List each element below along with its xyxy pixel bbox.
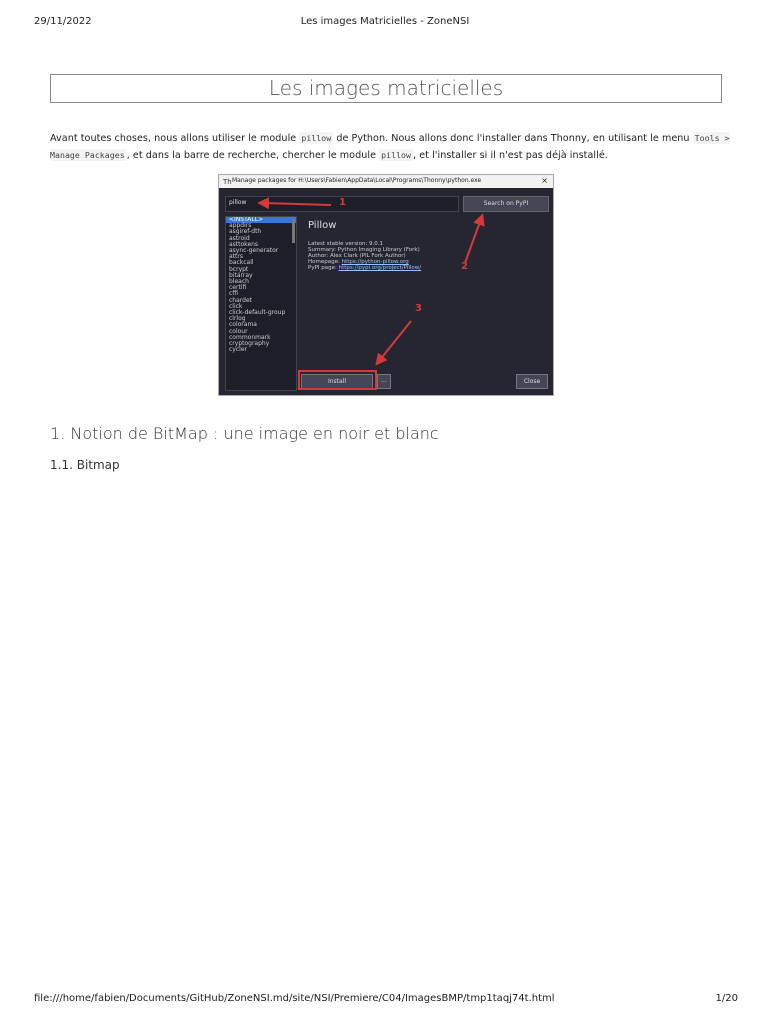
info-version: Latest stable version: 9.0.1 <box>308 241 384 247</box>
print-date: 29/11/2022 <box>34 16 92 27</box>
package-list-item: colorama <box>229 321 257 329</box>
page-number: 1/20 <box>715 993 738 1004</box>
info-summary: Summary: Python Imaging Library (Fork) <box>308 247 420 253</box>
package-list-item: bitarray <box>229 271 253 279</box>
package-list-item: bcrypt <box>229 265 249 273</box>
package-list-item: cffi <box>229 290 239 298</box>
package-list-item: cycler <box>229 346 247 354</box>
section-heading-1: 1. Notion de BitMap : une image en noir et blanc <box>50 424 439 443</box>
package-list-item: asttokens <box>229 240 259 248</box>
install-button: Install <box>301 374 373 389</box>
info-author: Author: Alex Clark (PIL Fork Author) <box>308 253 406 259</box>
homepage-label: Homepage: <box>308 259 342 265</box>
package-list-item: backcall <box>229 259 254 267</box>
package-list-item: bleach <box>229 278 249 286</box>
package-list-item: async-generator <box>229 247 279 255</box>
code-menu-path: Tools > Manage Packages <box>50 133 730 160</box>
package-list-item: click <box>229 302 243 310</box>
more-options-button: ... <box>377 374 391 389</box>
intro-text-4: , et l'installer si il n'est pas déjà installé. <box>413 150 608 161</box>
arrow-1 <box>263 203 331 205</box>
package-list-item: <INSTALL> <box>226 217 296 223</box>
pypi-link: https://pypi.org/project/Pillow/ <box>338 265 422 271</box>
section-heading-1-1: 1.1. Bitmap <box>50 458 120 472</box>
package-list-item: appdirs <box>229 222 252 230</box>
intro-text-2: de Python. Nous allons donc l'installer dans Thonny, en utilisant le menu <box>333 133 693 144</box>
intro-text-1: Avant toutes choses, nous allons utiliser le module <box>50 133 300 144</box>
page-title: Les images matricielles <box>50 74 722 103</box>
search-value: pillow <box>229 199 247 206</box>
annotation-arrows <box>219 175 554 396</box>
intro-paragraph <box>50 130 740 164</box>
homepage-link: https://python-pillow.org <box>341 259 409 265</box>
package-list-item: click-default-group <box>229 309 286 317</box>
package-list-item: chardet <box>229 296 252 304</box>
print-footer-path: file:///home/fabien/Documents/GitHub/ZoneNSI.md/site/NSI/Premiere/C04/ImagesBMP/tmp1taqj74t.html <box>34 993 555 1004</box>
package-list-item: cryptography <box>229 340 270 348</box>
package-list-item: colour <box>229 327 248 335</box>
package-title: Pillow <box>308 220 337 231</box>
pypi-label: PyPI page: <box>308 265 339 271</box>
package-list-item: commonmark <box>229 333 271 341</box>
code-pillow: pillow <box>301 133 332 143</box>
thonny-manage-packages-screenshot <box>218 174 554 396</box>
package-list-item: certifi <box>229 284 247 292</box>
annotation-1: 1 <box>339 197 346 208</box>
dialog-title: Manage packages for H:\Users\Fabien\AppData\Local\Programs\Thonny\python.exe <box>232 177 482 184</box>
annotation-3: 3 <box>415 303 422 314</box>
print-header-title: Les images Matricielles - ZoneNSI <box>300 16 470 27</box>
package-list-item: astroid <box>229 234 250 242</box>
arrow-3 <box>379 321 411 361</box>
thonny-app-icon: Th <box>223 178 232 186</box>
code-pillow-2: pillow <box>381 150 412 160</box>
arrow-2 <box>465 219 481 263</box>
search-pypi-button: Search on PyPI <box>463 196 549 212</box>
intro-text-3: , et dans la barre de recherche, chercher le module <box>126 150 380 161</box>
package-list-item: asgiref-dth <box>229 228 262 236</box>
close-icon: × <box>541 176 548 185</box>
close-button: Close <box>516 374 548 389</box>
annotation-2: 2 <box>461 261 468 272</box>
package-list-item: clrlog <box>229 315 246 323</box>
package-list-item: attrs <box>229 253 243 261</box>
